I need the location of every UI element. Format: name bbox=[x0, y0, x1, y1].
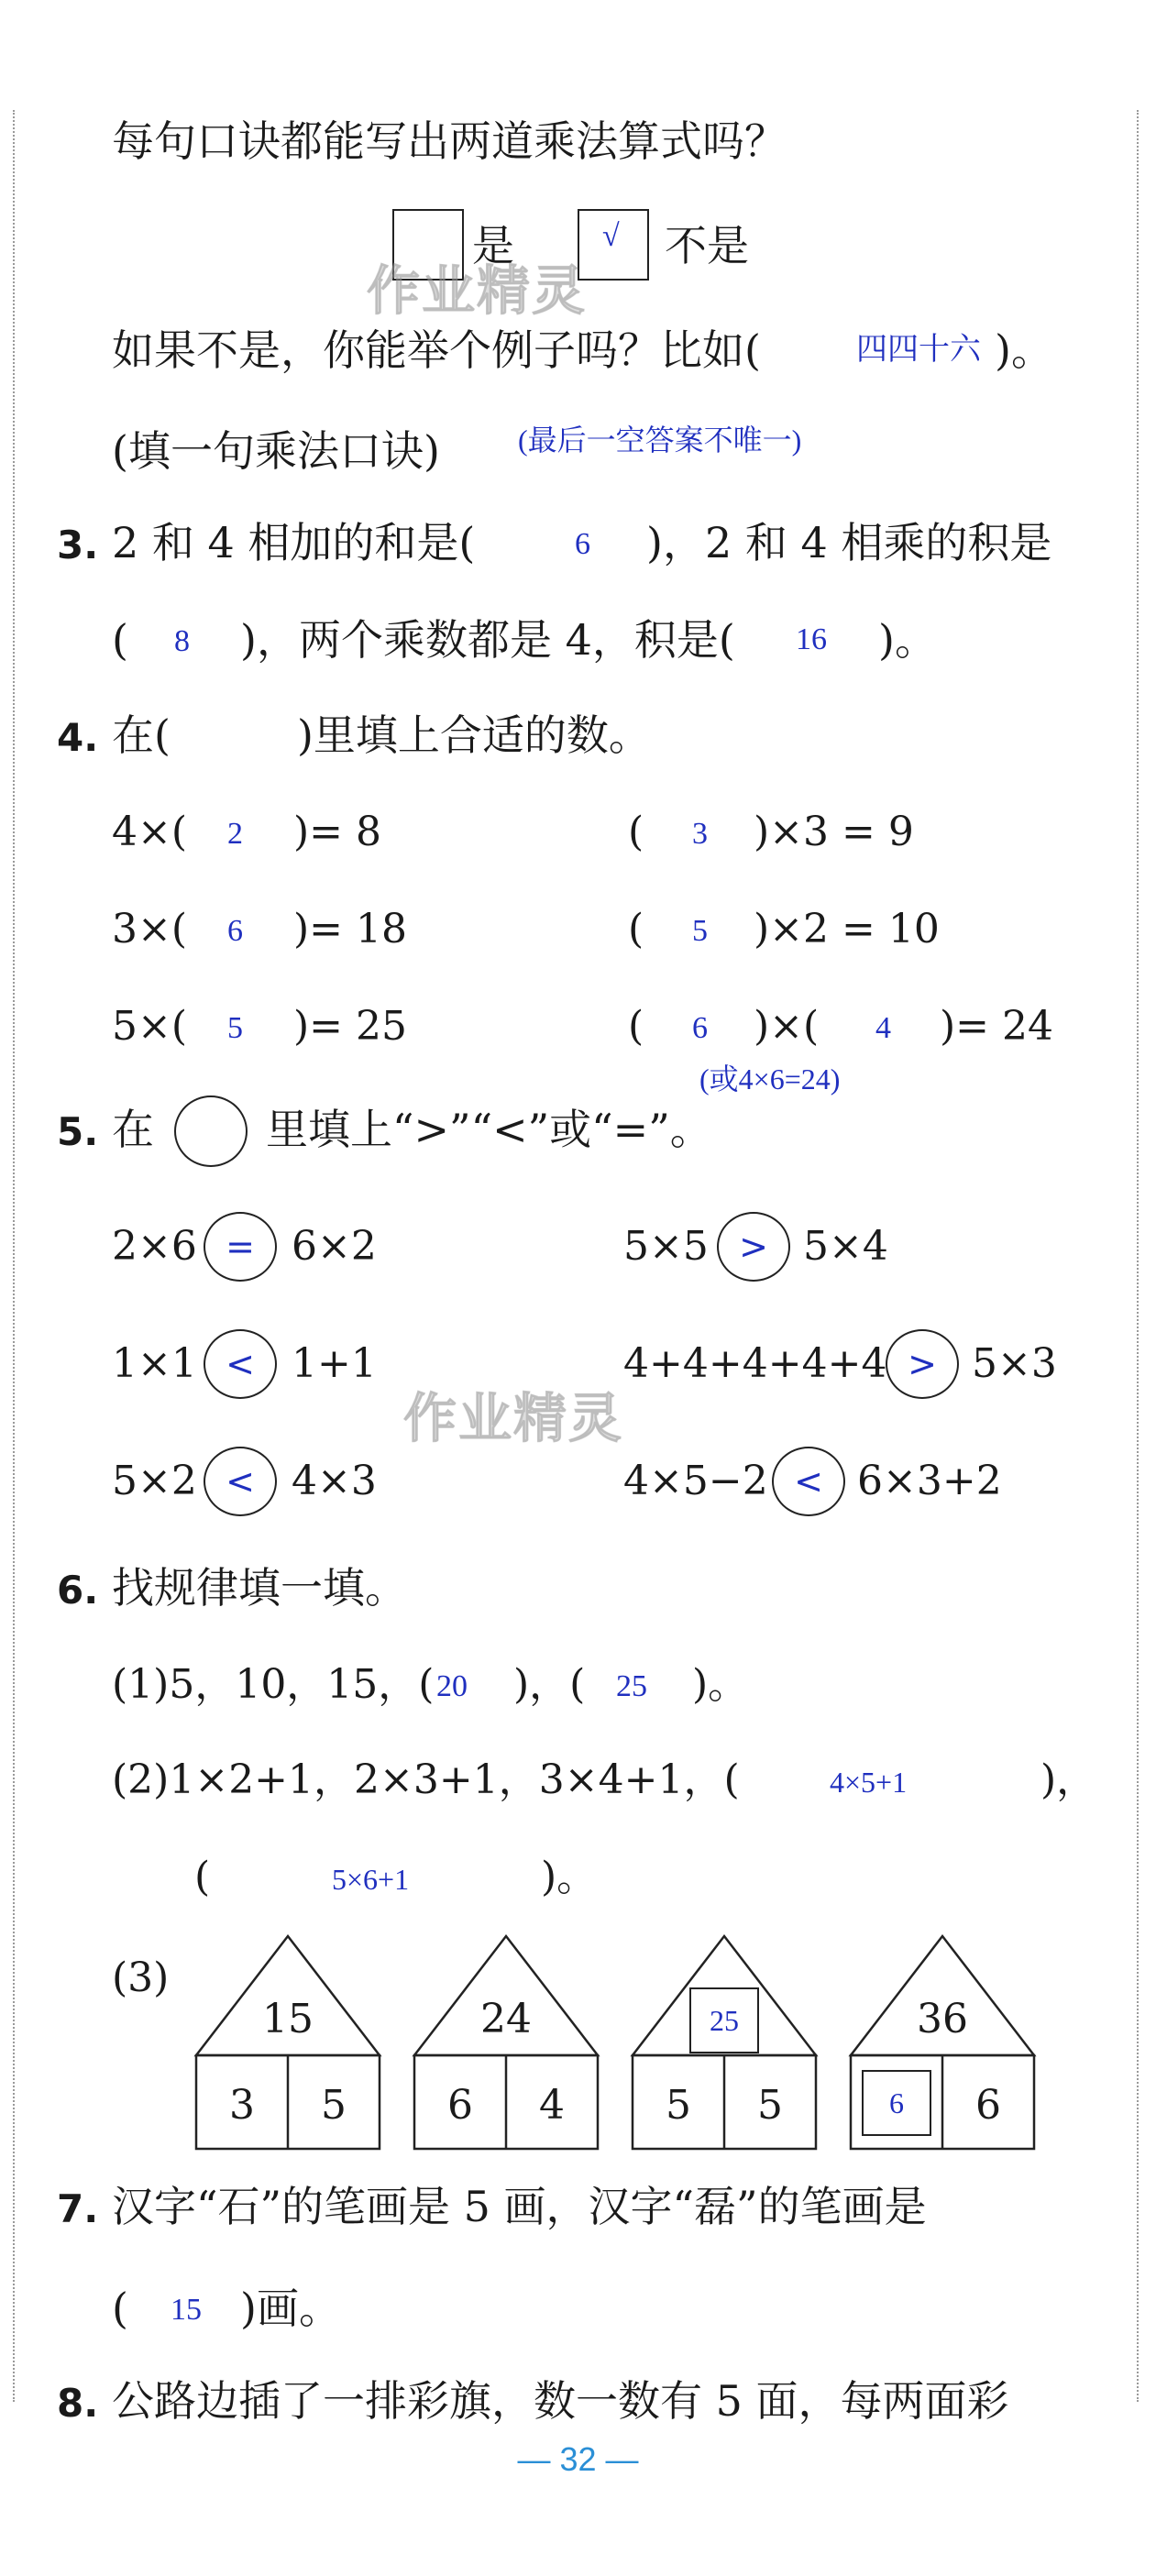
q5-r1-left-b: 6×2 bbox=[292, 1223, 377, 1270]
q5-r2-left-circle[interactable]: < bbox=[204, 1329, 277, 1399]
watermark-top: 作业精灵 bbox=[367, 259, 588, 322]
q7-line1: 汉字“石”的笔画是 5 画，汉字“磊”的笔画是 bbox=[112, 2182, 927, 2231]
house-3-top: 25 bbox=[710, 2004, 739, 2037]
example-suffix: )。 bbox=[995, 325, 1053, 375]
q4-r2-right-answer: 5 bbox=[692, 914, 708, 948]
example-prefix: 如果不是，你能举个例子吗？比如( bbox=[112, 325, 761, 375]
q4-title: 在( )里填上合适的数。 bbox=[112, 710, 651, 760]
q6-part2-c: ( bbox=[194, 1854, 211, 1900]
q3-line1-b: )，2 和 4 相乘的积是 bbox=[646, 518, 1052, 567]
q5-r3-right-b: 6×3+2 bbox=[857, 1458, 1002, 1504]
house-1-top: 15 bbox=[262, 1996, 314, 2042]
q7-number: 7. bbox=[57, 2186, 99, 2231]
page-number: — 32 — bbox=[517, 2440, 639, 2478]
q6-part1-answer1: 20 bbox=[436, 1669, 468, 1703]
q5-r1-right-circle[interactable]: > bbox=[717, 1212, 790, 1282]
example-answer: 四四十六 bbox=[856, 333, 981, 367]
house-1-left: 3 bbox=[229, 2082, 255, 2129]
q5-r3-right-circle[interactable]: < bbox=[772, 1447, 845, 1516]
house-1-right: 5 bbox=[321, 2082, 347, 2129]
q4-r1-left-a: 4×( bbox=[112, 809, 188, 855]
q8-line1: 公路边插了一排彩旗，数一数有 5 面，每两面彩 bbox=[112, 2376, 1009, 2426]
q6-part2-answer2: 5×6+1 bbox=[332, 1863, 410, 1896]
q8-number: 8. bbox=[57, 2381, 99, 2426]
q5-r2-right-a: 4+4+4+4+4 bbox=[623, 1340, 887, 1387]
q3-answer-sum: 6 bbox=[575, 527, 590, 561]
q5-r2-left-b: 1+1 bbox=[292, 1340, 377, 1387]
q3-line1-a: 2 和 4 相加的和是( bbox=[112, 518, 476, 567]
fill-hint: (填一句乘法口诀) bbox=[112, 426, 440, 476]
q5-r2-right-b: 5×3 bbox=[972, 1340, 1057, 1387]
left-margin-line bbox=[13, 110, 15, 2402]
house-2-top: 24 bbox=[480, 1996, 532, 2042]
q4-r3-left-b: )= 25 bbox=[293, 1003, 408, 1050]
q6-part2-a: (2)1×2+1，2×3+1，3×4+1，( bbox=[112, 1756, 740, 1803]
q4-r3-right-mid: )×( bbox=[754, 1003, 820, 1050]
q6-part2-d: )。 bbox=[541, 1854, 598, 1900]
q4-r3-left-a: 5×( bbox=[112, 1003, 188, 1050]
q3-answer-product: 8 bbox=[174, 624, 190, 658]
q5-title-a: 在 bbox=[112, 1105, 154, 1154]
option-yes-label: 是 bbox=[472, 221, 514, 270]
q4-r2-left-b: )= 18 bbox=[293, 906, 408, 952]
q4-r2-right-a: ( bbox=[628, 906, 644, 952]
option-no-label: 不是 bbox=[665, 221, 749, 270]
q5-r2-right-circle[interactable]: > bbox=[886, 1329, 959, 1399]
house-4-top: 36 bbox=[917, 1996, 968, 2042]
q5-r1-right-a: 5×5 bbox=[623, 1223, 709, 1270]
house-2-right: 4 bbox=[539, 2082, 565, 2129]
intro-question: 每句口诀都能写出两道乘法算式吗？ bbox=[112, 116, 787, 166]
q6-part3-label: (3) bbox=[112, 1954, 170, 2001]
q4-r3-right-answer1: 6 bbox=[692, 1011, 708, 1045]
q4-r1-right-a: ( bbox=[628, 809, 644, 855]
q5-r3-left-circle[interactable]: < bbox=[204, 1447, 277, 1516]
q4-r3-left-answer: 5 bbox=[227, 1011, 243, 1045]
q4-r3-right-note: (或4×6=24) bbox=[699, 1062, 841, 1095]
q4-r3-right-a: ( bbox=[628, 1003, 644, 1050]
q6-part1-a: (1)5，10，15，( bbox=[112, 1661, 435, 1708]
q4-r2-right-b: )×2 = 10 bbox=[754, 906, 940, 952]
q6-part1-answer2: 25 bbox=[616, 1669, 647, 1703]
q6-part1-b: )。 bbox=[692, 1661, 749, 1708]
q5-r1-left-a: 2×6 bbox=[112, 1223, 197, 1270]
q4-r3-right-answer2: 4 bbox=[875, 1011, 891, 1045]
q6-part1-mid: )，( bbox=[513, 1661, 586, 1708]
q3-answer-square: 16 bbox=[796, 622, 827, 656]
q5-r2-left-a: 1×1 bbox=[112, 1340, 197, 1387]
q5-number: 5. bbox=[57, 1109, 99, 1154]
q7-answer: 15 bbox=[171, 2293, 202, 2327]
fill-note: (最后一空答案不唯一) bbox=[518, 424, 802, 457]
q3-line2-a: ( bbox=[112, 615, 128, 665]
q4-r1-left-b: )= 8 bbox=[293, 809, 382, 855]
q5-r1-right-b: 5×4 bbox=[803, 1223, 888, 1270]
checkmark-answer: √ bbox=[602, 219, 620, 253]
q3-line2-b: )，两个乘数都是 4，积是( bbox=[240, 615, 735, 665]
q7-line2-a: ( bbox=[112, 2284, 128, 2333]
q5-r3-left-a: 5×2 bbox=[112, 1458, 197, 1504]
q5-r1-left-circle[interactable]: = bbox=[204, 1212, 277, 1282]
q5-title-b: 里填上“>”“<”或“=”。 bbox=[266, 1105, 712, 1154]
q4-r2-left-a: 3×( bbox=[112, 906, 188, 952]
house-4-right: 6 bbox=[975, 2082, 1001, 2129]
q3-line2-c: )。 bbox=[878, 615, 937, 665]
q6-title: 找规律填一填。 bbox=[112, 1563, 407, 1613]
watermark-middle: 作业精灵 bbox=[403, 1387, 624, 1449]
q3-number: 3. bbox=[57, 523, 99, 567]
q6-part2-b: )， bbox=[1040, 1756, 1097, 1803]
q6-number: 6. bbox=[57, 1568, 99, 1613]
house-2-left: 6 bbox=[447, 2082, 473, 2129]
q7-line2-b: )画。 bbox=[240, 2284, 341, 2333]
house-3-right: 5 bbox=[757, 2082, 783, 2129]
q4-r1-left-answer: 2 bbox=[227, 817, 243, 851]
right-margin-line bbox=[1137, 110, 1139, 2402]
house-3-left: 5 bbox=[666, 2082, 691, 2129]
q6-part2-answer1: 4×5+1 bbox=[830, 1766, 908, 1799]
q4-number: 4. bbox=[57, 715, 99, 760]
q5-r3-left-b: 4×3 bbox=[292, 1458, 377, 1504]
q4-r1-right-b: )×3 = 9 bbox=[754, 809, 914, 855]
house-4-left: 6 bbox=[889, 2086, 904, 2119]
q4-r2-left-answer: 6 bbox=[227, 914, 243, 948]
q5-r3-right-a: 4×5−2 bbox=[623, 1458, 768, 1504]
q4-r3-right-b: )= 24 bbox=[940, 1003, 1054, 1050]
q5-title-circle bbox=[174, 1095, 248, 1167]
q4-r1-right-answer: 3 bbox=[692, 817, 708, 851]
